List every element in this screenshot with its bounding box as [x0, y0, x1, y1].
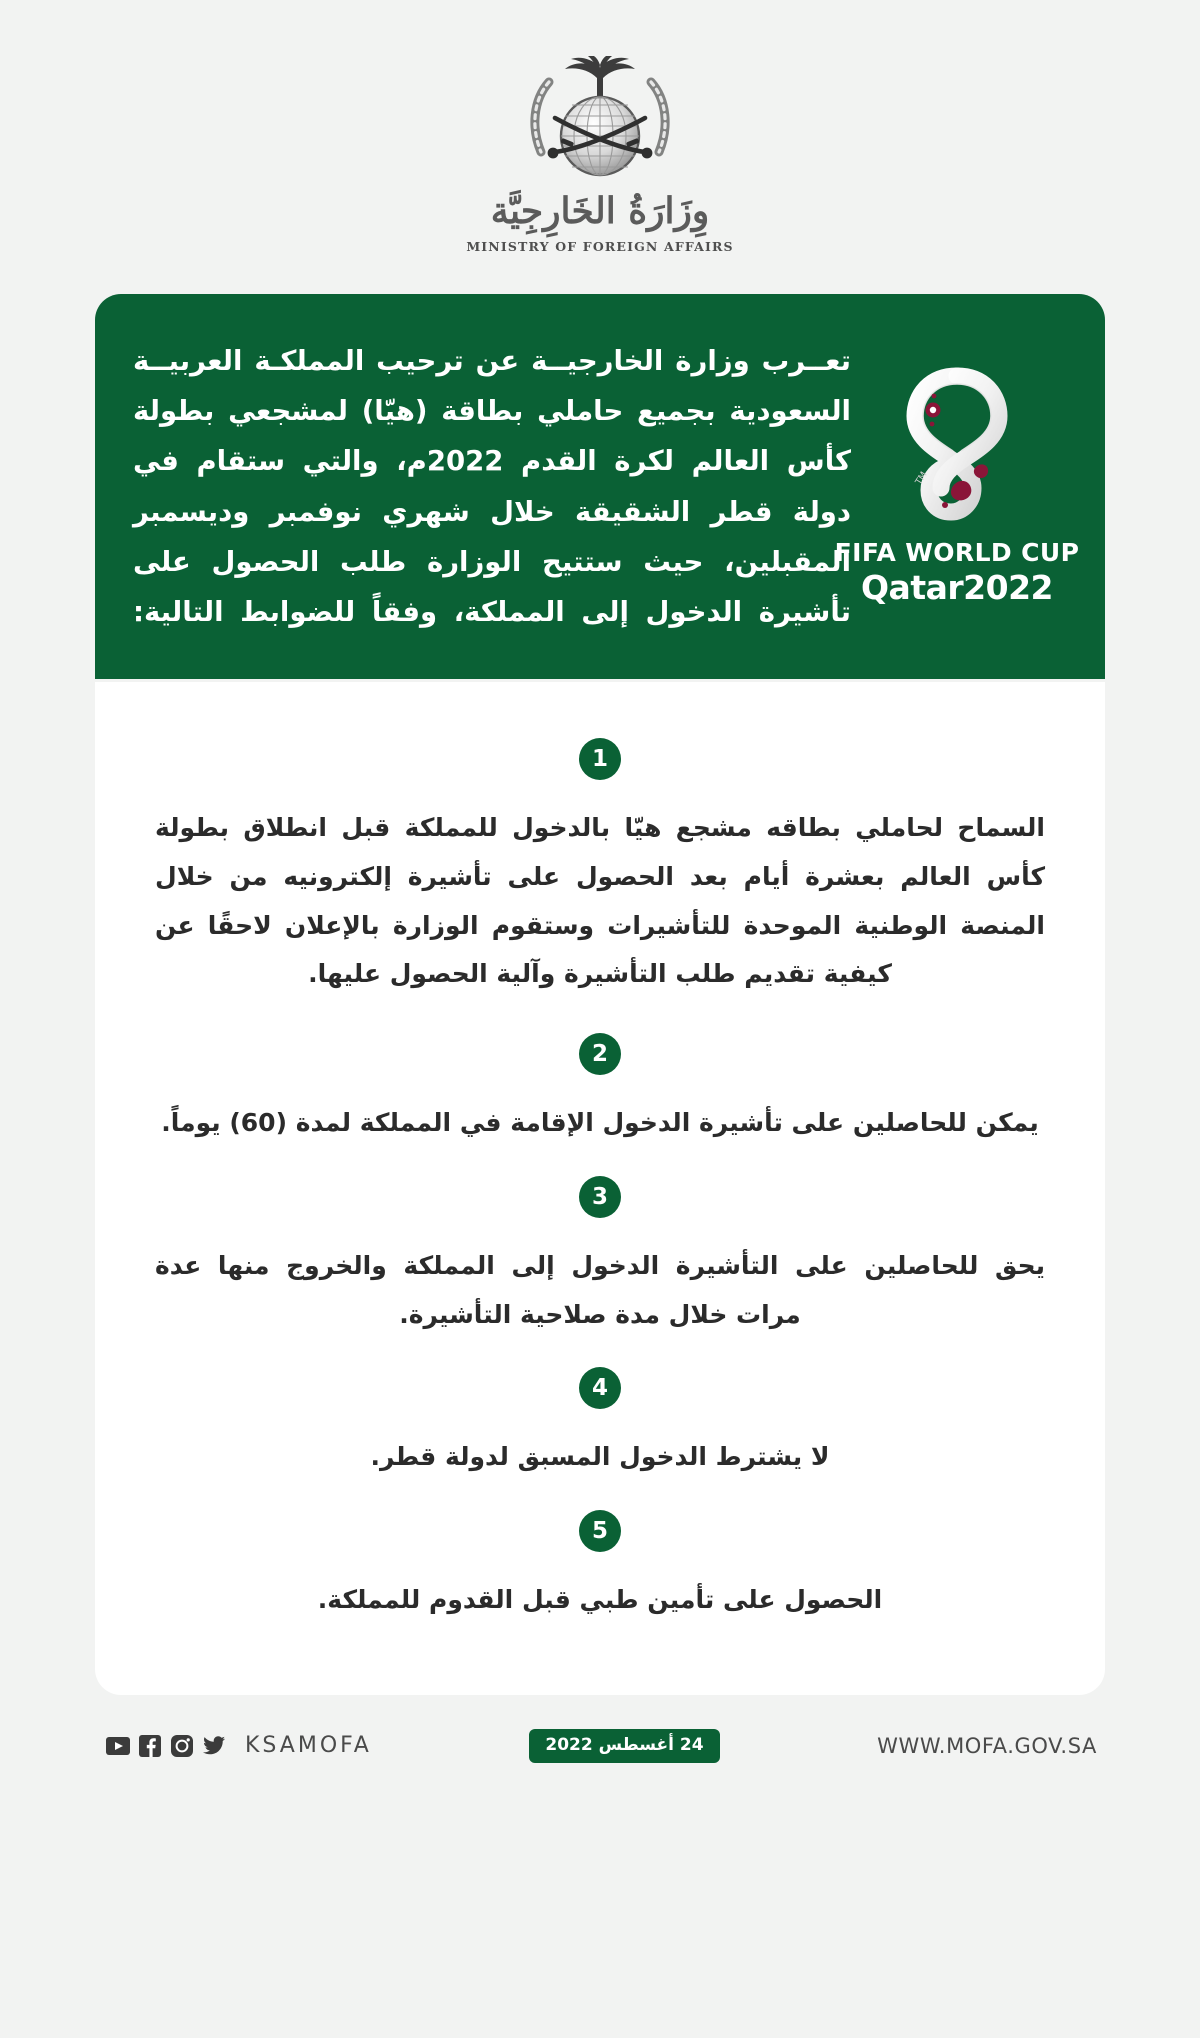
world-cup-logo — [834, 362, 1080, 611]
ministry-name-english: MINISTRY OF FOREIGN AFFAIRS — [466, 239, 734, 254]
footer-bar — [95, 1729, 1105, 1763]
fifa-world-cup-trophy-icon — [893, 362, 1021, 530]
condition-item-1 — [155, 738, 1045, 999]
condition-number-badge-3: 3 — [579, 1176, 621, 1218]
condition-item-5 — [155, 1510, 1045, 1625]
condition-text-5: الحصول على تأمين طبي قبل القدوم للمملكة. — [317, 1585, 883, 1614]
youtube-icon[interactable] — [105, 1733, 131, 1759]
condition-number-badge-1: 1 — [579, 738, 621, 780]
condition-number-badge-2: 2 — [579, 1033, 621, 1075]
condition-number-badge-4: 4 — [579, 1367, 621, 1409]
condition-text-4: لا يشترط الدخول المسبق لدولة قطر. — [370, 1442, 830, 1472]
facebook-icon[interactable] — [137, 1733, 163, 1759]
world-cup-title-line1: FIFA WORLD CUP — [834, 538, 1080, 567]
content-card — [95, 294, 1105, 1695]
world-cup-title-line2: Qatar2022 — [861, 568, 1053, 607]
condition-item-2 — [155, 1033, 1045, 1148]
condition-item-3 — [155, 1176, 1045, 1340]
svg-text:TM: TM — [914, 470, 930, 487]
condition-text-3: يحق للحاصلين على التأشيرة الدخول إلى المملكة والخروج منها عدة مرات خلال مدة صلاحية التأشيرة. — [155, 1250, 1045, 1329]
website-url[interactable]: WWW.MOFA.GOV.SA — [877, 1733, 1097, 1758]
social-links — [105, 1733, 372, 1759]
condition-number-badge-5: 5 — [579, 1510, 621, 1552]
condition-item-4 — [155, 1367, 1045, 1482]
condition-text-2: يمكن للحاصلين على تأشيرة الدخول الإقامة في المملكة لمدة (60) يوماً. — [161, 1108, 1039, 1137]
instagram-icon[interactable] — [169, 1733, 195, 1759]
condition-text-1: السماح لحاملي بطاقه مشجع هيّا بالدخول للمملكة قبل انطلاق بطولة كأس العالم بعشرة أيام بعد الحصول على تأشيرة إلكترونيه من خلال المنصة الوطنية الموحدة للتأشيرات وستقوم الوزارة بالإعلان لاحقًا عن كيفية تقديم طلب التأشيرة وآلية الحصول عليها. — [155, 813, 1045, 989]
social-handle: KSAMOFA — [245, 1733, 372, 1759]
twitter-icon[interactable] — [201, 1733, 227, 1759]
ministry-name-arabic: وِزَارَةُ الخَارِجِيَّة — [490, 190, 710, 232]
conditions-list — [95, 679, 1105, 1695]
ministry-header — [0, 0, 1200, 254]
hero-banner — [95, 294, 1105, 679]
saudi-emblem-icon — [505, 56, 695, 184]
hero-statement-text: تعــرب وزارة الخارجيــة عن ترحيب المملكـة العربيــة السعودية بجميع حاملي بطاقة (هيّا) لمشجعي بطولة كأس العالم لكرة القدم 2022م، والتي ستقام في دولة قطر الشقيقة خلال شهري نوفمبر وديسمبر المقبلين، حيث ستتيح الوزارة طلب الحصول على تأشيرة الدخول إلى المملكة، وفقاً للضوابط التالية: — [133, 345, 852, 628]
publication-date-badge: 24 أغسطس 2022 — [529, 1729, 719, 1763]
